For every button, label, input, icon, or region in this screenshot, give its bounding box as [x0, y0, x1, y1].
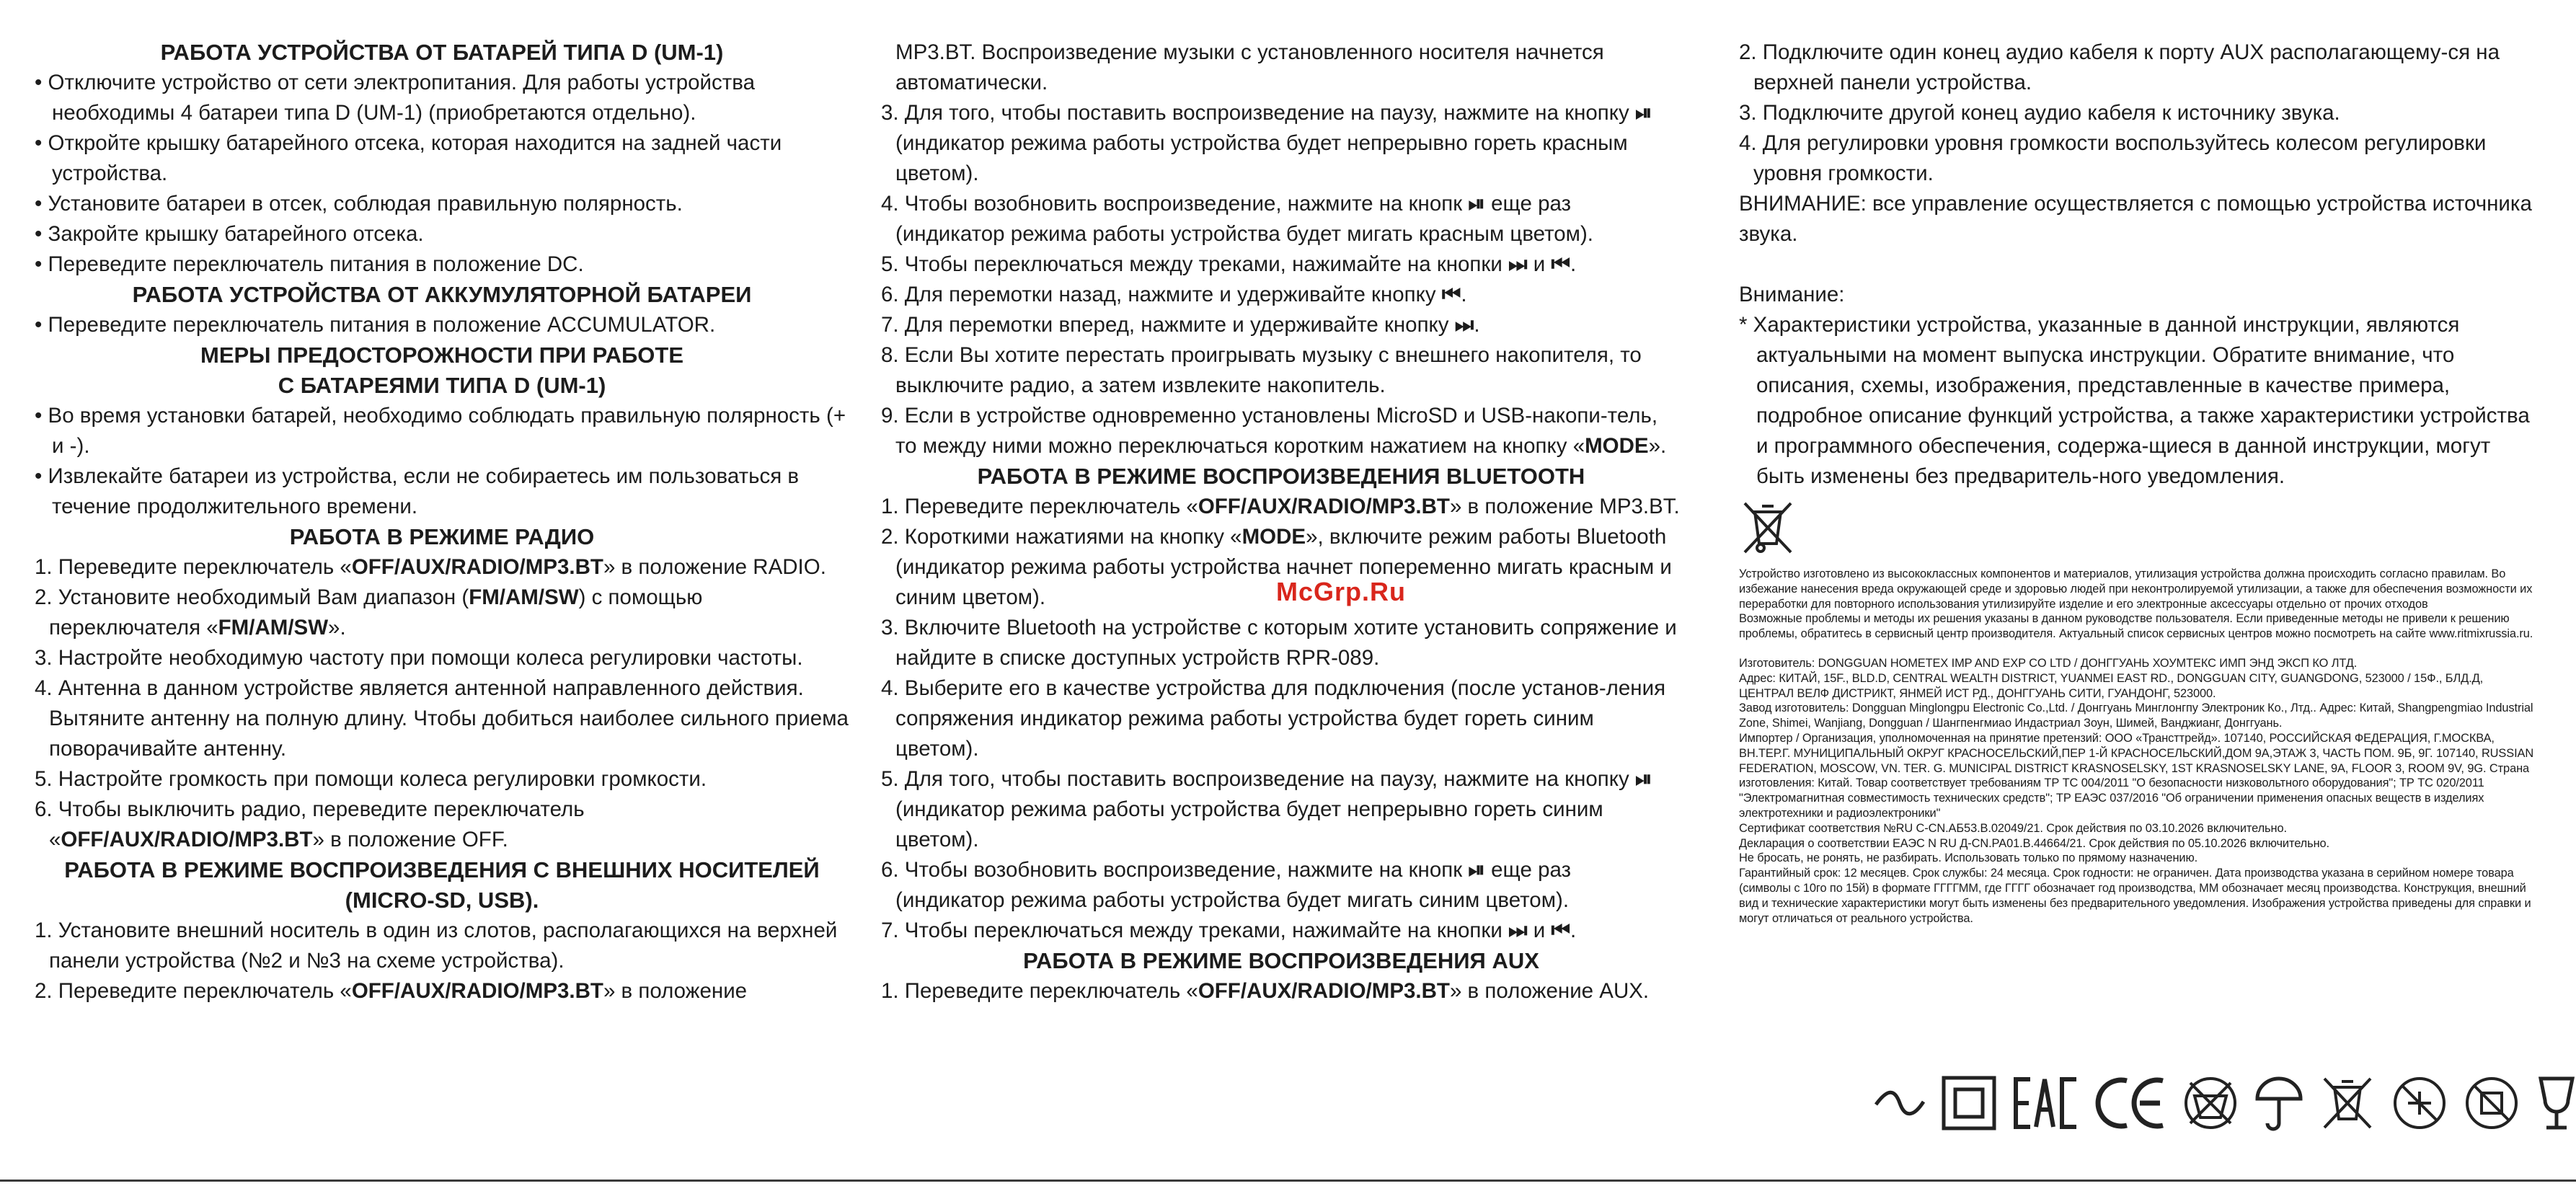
list-item: 3. Для того, чтобы поставить воспроизведение на паузу, нажмите на кнопку ⏯ (индикатор режима работы устройства будет непрерывно гореть красным цветом). [881, 101, 1652, 185]
list-item: • Переведите переключатель питания в положение ACCUMULATOR. [35, 313, 716, 337]
certificate-text: Сертификат соответствия №RU C-CN.АБ53.В.02049/21. Срок действия по 03.10.2026 включительно. [1739, 821, 2287, 835]
list-item: • Отключите устройство от сети электропитания. Для работы устройства необходимы 4 батареи типа D (UM-1) (приобретаются отдельно). [35, 71, 756, 125]
list-item: 4. Для регулировки уровня громкости воспользуйтесь колесом регулировки уровня громкости. [1739, 131, 2487, 185]
list-item: 7. Для перемотки вперед, нажмите и удерживайте кнопку ⏭. [881, 313, 1480, 337]
list-item: 4. Чтобы возобновить воспроизведение, нажмите на кнопк ⏯ еще раз (индикатор режима работы устройства будет мигать красным цветом). [881, 192, 1593, 246]
heading-precautions: МЕРЫ ПРЕДОСТОРОЖНОСТИ ПРИ РАБОТЕ [200, 342, 683, 368]
list-item: 6. Для перемотки назад, нажмите и удерживайте кнопку ⏮. [881, 283, 1467, 306]
play-pause-icon: ⏯ [1634, 767, 1652, 791]
heading-aux-mode: РАБОТА В РЕЖИМЕ ВОСПРОИЗВЕДЕНИЯ AUX [1023, 948, 1539, 973]
warranty-text: Гарантийный срок: 12 месяцев. Срок службы: 24 месяца. Срок годности: не ограничен. Дата производства указана в серийном номере товара (символы с 10го по 15й) в формате ГГГГММ, где ГГГГ обозначает год производства, ММ обозначает месяц производства. Конструкция, внешний вид и технические характеристики могут быть изменены без предварительного уведомления. Изображения устройства приведены для справки и могут отличаться от реального устройства. [1739, 867, 2531, 925]
no-washing-icon [2182, 1074, 2239, 1132]
heading-radio-mode: РАБОТА В РЕЖИМЕ РАДИО [289, 524, 595, 549]
next-track-icon: ⏭ [1454, 313, 1474, 337]
note-title: Внимание: [1739, 283, 1845, 306]
list-item: 1. Установите внешний носитель в один из слотов, располагающихся на верхней панели устройства (№2 и №3 на схеме устройства). [35, 919, 838, 973]
certification-icons [1873, 1074, 2576, 1132]
column-middle [881, 37, 1681, 1006]
list-item: • Извлекайте батареи из устройства, если не собираетесь им пользоваться в течение продолжительного времени. [35, 464, 800, 518]
ac-current-icon [1873, 1081, 1926, 1125]
list-item: 1. Переведите переключатель «OFF/AUX/RADIO/MP3.BT» в положение RADIO. [35, 555, 826, 579]
watermark: McGrp.Ru [1276, 577, 1407, 606]
prev-track-icon: ⏮ [1441, 283, 1461, 306]
manufacturer-text: Изготовитель: DONGGUAN HOMETEX IMP AND EXP CO LTD / ДОНГГУАНЬ ХОУМТЕКС ИМП ЭНД ЭКСП КО ЛТД. [1739, 656, 2358, 670]
fragile-glass-icon [2535, 1074, 2576, 1132]
declaration-text: Декларация о соответствии ЕАЭС N RU Д-CN.РА01.В.44664/21. Срок действия по 05.10.2026 включительно. [1739, 836, 2329, 850]
weee-bin-icon [2319, 1074, 2376, 1132]
umbrella-keep-dry-icon [2254, 1074, 2304, 1132]
no-drop-icon [2463, 1074, 2520, 1132]
service-text: Возможные проблемы и методы их решения указаны в данном руководстве пользователя. Если приведенные методы не привели к решению проблемы, обратитесь в сервисный центр производителя. Актуальный список сервисных центров можно посмотреть на сайте www.ritmixrussia.ru. [1739, 612, 2533, 641]
list-item: 3. Подключите другой конец аудио кабеля к источнику звука. [1739, 101, 2340, 125]
prev-track-icon: ⏮ [1551, 919, 1570, 942]
list-item: 2. Установите необходимый Вам диапазон (FM/AM/SW) с помощью переключателя «FM/AM/SW». [35, 585, 703, 640]
list-item: 3. Настройте необходимую частоту при помощи колеса регулировки частоты. [35, 646, 803, 670]
list-item: 8. Если Вы хотите перестать проигрывать музыку с внешнего накопителя, то выключите радио, а затем извлеките накопитель. [881, 343, 1642, 397]
list-item: 5. Чтобы переключаться между треками, нажимайте на кнопки ⏭ и ⏮. [881, 252, 1577, 276]
heading-accumulator: РАБОТА УСТРОЙСТВА ОТ АККУМУЛЯТОРНОЙ БАТАРЕИ [132, 282, 752, 307]
column-left [35, 37, 849, 1006]
list-item: 1. Переведите переключатель «OFF/AUX/RADIO/MP3.BT» в положение AUX. [881, 979, 1650, 1003]
list-item: 1. Переведите переключатель «OFF/AUX/RADIO/MP3.BT» в положение MP3.BT. [881, 495, 1680, 518]
list-item: 3. Включите Bluetooth на устройстве с которым хотите установить сопряжение и найдите в списке доступных устройств RPR-089. [881, 616, 1677, 670]
heading-external-media: РАБОТА В РЕЖИМЕ ВОСПРОИЗВЕДЕНИЯ С ВНЕШНИХ НОСИТЕЛЕЙ [64, 857, 820, 882]
warning-text: ВНИМАНИЕ: все управление осуществляется с помощью устройства источника звука. [1739, 192, 2532, 246]
list-item: 5. Настройте громкость при помощи колеса регулировки громкости. [35, 767, 707, 791]
page-bottom-border [0, 1180, 2576, 1182]
note-text: * Характеристики устройства, указанные в данной инструкции, являются актуальными на момент выпуска инструкции. Обратите внимание, что описания, схемы, изображения, представленные в качестве примера, подробное описание функций устройства, а также характеристики устройства и программного обеспечения, содержа-щиеся в данной инструкции, могут быть изменены без предваритель-ного уведомления. [1739, 313, 2530, 488]
next-track-icon: ⏭ [1508, 252, 1528, 276]
heading-precautions-sub: С БАТАРЕЯМИ ТИПА D (UM-1) [278, 373, 606, 398]
list-item: • Закройте крышку батарейного отсека. [35, 222, 424, 246]
play-pause-icon: ⏯ [1468, 192, 1485, 216]
list-item: • Переведите переключатель питания в положение DC. [35, 252, 584, 276]
list-item: MP3.BT. Воспроизведение музыки с установленного носителя начнется автоматически. [895, 40, 1604, 94]
ce-mark-icon [2095, 1075, 2167, 1131]
weee-bin-icon [1739, 499, 1797, 557]
legal-info [1739, 567, 2539, 926]
column-right [1739, 37, 2539, 926]
double-insulation-icon [1941, 1075, 1997, 1131]
heading-battery-d: РАБОТА УСТРОЙСТВА ОТ БАТАРЕЙ ТИПА D (UM-1) [160, 40, 724, 65]
importer-text: Импортер / Организация, уполномоченная на принятие претензий: ООО «Трансттрейд». 107140, РОССИЙСКАЯ ФЕДЕРАЦИЯ, Г.МОСКВА, ВН.ТЕР.Г. МУНИЦИПАЛЬНЫЙ ОКРУГ КРАСНОСЕЛЬСКИЙ,ПЕР 1-Й КРАСНОСЕЛЬСКИЙ,ДОМ 9А,ЭТАЖ 3, ЧАСТЬ ПОМ. 9Б, 9Г. 107140, RUSSIAN FEDERATION, MOSCOW, VN. TER. G. MUNICIPAL DISTRICT KRASNOSELSKY, 1ST KRASNOSELSKY LANE, 9A, FLOOR 3, ROOM 9V, 9G. Страна изготовления: Китай. Товар соответствует требованиям ТР ТС 004/2011 "О безопасности низковольтного оборудования"; ТР ТС 020/2011 "Электромагнитная совместимость технических средств"; ТР ЕАЭС 037/2016 "Об ограничении применения опасных веществ в изделиях электротехники и радиоэлектроники" [1739, 731, 2534, 820]
play-pause-icon: ⏯ [1634, 101, 1652, 125]
list-item: • Установите батареи в отсек, соблюдая правильную полярность. [35, 192, 683, 216]
play-pause-icon: ⏯ [1468, 858, 1485, 882]
list-item: 7. Чтобы переключаться между треками, нажимайте на кнопки ⏭ и ⏮. [881, 919, 1577, 942]
list-item: 5. Для того, чтобы поставить воспроизведение на паузу, нажмите на кнопку ⏯ (индикатор режима работы устройства будет непрерывно гореть синим цветом). [881, 767, 1652, 851]
list-item: 6. Чтобы возобновить воспроизведение, нажмите на кнопк ⏯ еще раз (индикатор режима работы устройства будет мигать синим цветом). [881, 858, 1572, 912]
prev-track-icon: ⏮ [1551, 252, 1570, 276]
list-item: 9. Если в устройстве одновременно установлены MicroSD и USB-накопи-тель, то между ними можно переключаться коротким нажатием на кнопку «MODE». [881, 404, 1667, 458]
address-text: Адрес: КИТАЙ, 15F., BLD.D, CENTRAL WEALTH DISTRICT, YUANMEI EAST RD., DONGGUAN CITY, GUANGDONG, 523000 / 15Ф., БЛД.Д, ЦЕНТРАЛ ВЕЛФ ДИСТРИКТ, ЯНМЕЙ ИСТ РД., ДОНГГУАНЬ СИТИ, ГУАНДОНГ, 523000. [1739, 671, 2484, 700]
list-item: • Откройте крышку батарейного отсека, которая находится на задней части устройства. [35, 131, 782, 185]
heading-external-media-sub: (MICRO-SD, USB). [345, 888, 539, 913]
eac-mark-icon [2011, 1075, 2081, 1131]
heading-bluetooth-mode: РАБОТА В РЕЖИМЕ ВОСПРОИЗВЕДЕНИЯ BLUETOOTH [977, 464, 1585, 489]
disposal-text: Устройство изготовлено из высококлассных компонентов и материалов, утилизация устройства должна происходить согласно правилам. Во избежание нанесения вреда окружающей среде и здоровью людей при неконтролируемой утилизации, а также для обеспечения возможности их переработки для повторного использования утилизируйте изделие и его электронные аксессуары отдельно от прочих отходов [1739, 567, 2533, 611]
list-item: • Во время установки батарей, необходимо соблюдать правильную полярность (+ и -). [35, 404, 846, 458]
next-track-icon: ⏭ [1508, 919, 1528, 942]
list-item: 2. Короткими нажатиями на кнопку «MODE», включите режим работы Bluetooth (индикатор режима работы устройства начнет попеременно мигать красным и синим цветом). [881, 525, 1672, 609]
no-disassemble-icon [2391, 1074, 2448, 1132]
factory-text: Завод изготовитель: Dongguan Minglongpu Electronic Co.,Ltd. / Донггуань Минглонгпу Электроник Ко., Лтд.. Адрес: Китай, Shangpengmiao Industrial Zone, Shimei, Wanjiang, Dongguan / Шангпенгмиао Индастриал Зоун, Шимей, Ванджианг, Донггуань. [1739, 702, 2533, 730]
list-item: 4. Антенна в данном устройстве является антенной направленного действия. Вытяните антенну на полную длину. Чтобы добиться наиболее сильного приема поворачивайте антенну. [35, 676, 849, 761]
list-item: 6. Чтобы выключить радио, переведите переключатель «OFF/AUX/RADIO/MP3.BT» в положение OFF. [35, 797, 585, 851]
list-item: 2. Подключите один конец аудио кабеля к порту AUX располагающему-ся на верхней панели устройства. [1739, 40, 2500, 94]
list-item: 2. Переведите переключатель «OFF/AUX/RADIO/MP3.BT» в положение [35, 979, 748, 1003]
handling-text: Не бросать, не ронять, не разбирать. Использовать только по прямому назначению. [1739, 851, 2198, 865]
list-item: 4. Выберите его в качестве устройства для подключения (после установ-ления сопряжения индикатор режима работы устройства будет гореть синим цветом). [881, 676, 1666, 761]
